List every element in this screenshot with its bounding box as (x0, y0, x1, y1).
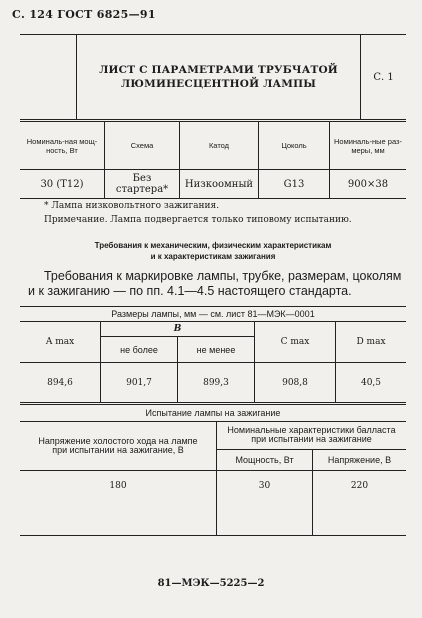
b-header: B (101, 322, 255, 337)
b-min-header: не менее (178, 337, 255, 363)
c-max-header: C max (255, 322, 336, 363)
paragraph-line-2: и к зажиганию — по пп. 4.1—4.5 настоящего стандарта. (28, 284, 352, 298)
page-footer: 81—МЭК—5225—2 (157, 578, 265, 589)
b-min-value: 899,3 (178, 363, 255, 403)
a-max-header: A max (20, 322, 101, 363)
title-line-2: ЛЮМИНЕСЦЕНТНОЙ ЛАМПЫ (120, 78, 317, 90)
no-load-voltage-value: 180 (20, 471, 217, 536)
power-header: Мощность, Вт (217, 449, 313, 470)
title-block (20, 34, 406, 120)
page-header: С. 124 ГОСТ 6825—91 (12, 8, 156, 21)
b-max-header: не более (101, 337, 178, 363)
ballast-header: Номинальные характеристики балласта при испытании на зажигание (217, 422, 407, 450)
lamp-table (20, 121, 406, 199)
dimensions-table (20, 306, 406, 403)
ignition-caption: Испытание лампы на зажигание (20, 405, 406, 422)
cell-scheme: Без стартера* (105, 170, 180, 199)
dimensions-caption: Размеры лампы, мм — см. лист 81—МЭК—0001 (20, 307, 406, 322)
subheading-line-1: Требования к механическим, физическим характеристикам (94, 241, 332, 250)
ignition-table (20, 404, 406, 536)
cell-cathode: Низкоомный (180, 170, 259, 199)
col-dimensions-header: Номиналь-ные раз-меры, мм (330, 122, 407, 170)
b-max-value: 901,7 (101, 363, 178, 403)
sheet-number: С. 1 (361, 35, 407, 120)
voltage-value: 220 (313, 471, 407, 536)
d-max-header: D max (336, 322, 407, 363)
subheading-line-2: и к характеристикам зажигания (150, 252, 276, 261)
power-value: 30 (217, 471, 313, 536)
c-max-value: 908,8 (255, 363, 336, 403)
title-line-1: ЛИСТ С ПАРАМЕТРАМИ ТРУБЧАТОЙ (99, 64, 338, 76)
title-cell (77, 35, 361, 120)
cell-cap: G13 (259, 170, 330, 199)
no-load-voltage-header: Напряжение холостого хода на лампе при испытании на зажигание, В (20, 422, 217, 471)
footnote: * Лампа низковольтного зажигания. (44, 201, 220, 211)
col-scheme-header: Схема (105, 122, 180, 170)
cell-power: 30 (Т12) (20, 170, 105, 199)
remark: Примечание. Лампа подвергается только типовому испытанию. (44, 215, 352, 225)
col-cap-header: Цоколь (259, 122, 330, 170)
d-max-value: 40,5 (336, 363, 407, 403)
col-cathode-header: Катод (180, 122, 259, 170)
col-power-header: Номиналь-ная мощ-ность, Вт (20, 122, 105, 170)
title-block-blank (20, 35, 77, 120)
subheading (20, 240, 406, 262)
requirements-paragraph (28, 269, 414, 299)
paragraph-line-1: Требования к маркировке лампы, трубке, размерам, цоколям (44, 269, 402, 283)
voltage-header: Напряжение, В (313, 449, 407, 470)
a-max-value: 894,6 (20, 363, 101, 403)
cell-dimensions: 900×38 (330, 170, 407, 199)
